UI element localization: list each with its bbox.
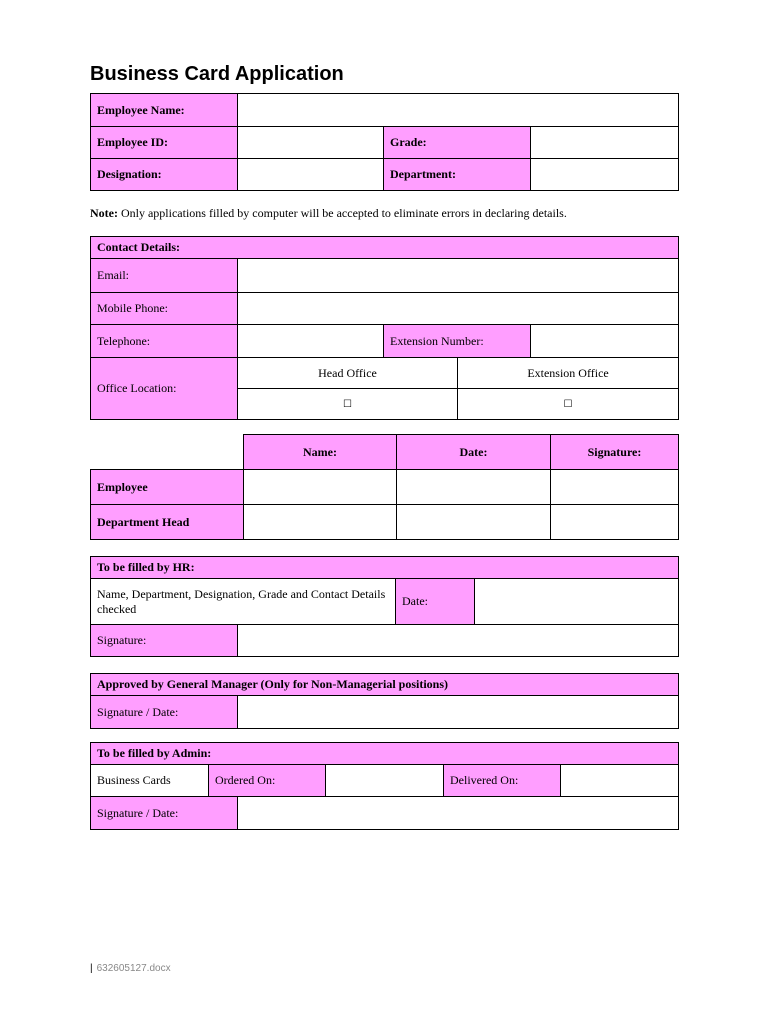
employee-name-label: Employee Name: (91, 94, 238, 127)
email-label: Email: (91, 259, 238, 293)
delivered-on-label: Delivered On: (444, 765, 561, 797)
department-label: Department: (384, 159, 531, 191)
page-title: Business Card Application (90, 63, 344, 85)
telephone-label: Telephone: (91, 325, 238, 358)
gm-header: Approved by General Manager (Only for Non-Managerial positions) (91, 674, 679, 696)
ordered-on-label: Ordered On: (209, 765, 326, 797)
admin-signature-label: Signature / Date: (91, 797, 238, 830)
designation-label: Designation: (91, 159, 238, 191)
note-text: Only applications filled by computer will be accepted to eliminate errors in declaring details. (117, 206, 567, 220)
hr-signature-field[interactable] (238, 625, 679, 657)
employee-id-label: Employee ID: (91, 127, 238, 159)
hr-table (90, 556, 679, 657)
department-field[interactable] (531, 159, 679, 191)
gm-signature-field[interactable] (238, 696, 679, 729)
designation-field[interactable] (238, 159, 384, 191)
hr-date-label: Date: (396, 579, 475, 625)
signature-table (90, 434, 679, 540)
office-location-label: Office Location: (91, 358, 238, 420)
hr-date-field[interactable] (475, 579, 679, 625)
contact-details-header: Contact Details: (91, 237, 679, 259)
employee-name-sign-field[interactable] (244, 470, 397, 505)
signature-table-corner (91, 435, 244, 470)
dept-head-name-field[interactable] (244, 505, 397, 540)
employee-row-label: Employee (91, 470, 244, 505)
business-cards-label: Business Cards (91, 765, 209, 797)
dept-head-date-field[interactable] (397, 505, 551, 540)
admin-table (90, 742, 679, 830)
ordered-on-field[interactable] (326, 765, 444, 797)
employee-name-field[interactable] (238, 94, 679, 127)
head-office-checkbox[interactable]: ☐ (343, 399, 352, 410)
extension-number-field[interactable] (531, 325, 679, 358)
footer (90, 963, 171, 974)
extension-office-checkbox[interactable]: ☐ (563, 399, 573, 410)
note (90, 205, 567, 221)
mobile-phone-label: Mobile Phone: (91, 293, 238, 325)
col-date-header: Date: (397, 435, 551, 470)
contact-details-table (90, 236, 679, 420)
footer-filename: 632605127.docx (96, 963, 171, 974)
admin-header: To be filled by Admin: (91, 743, 679, 765)
note-label: Note: (90, 206, 118, 220)
admin-signature-field[interactable] (238, 797, 679, 830)
telephone-field[interactable] (238, 325, 384, 358)
col-signature-header: Signature: (551, 435, 679, 470)
head-office-checkbox-cell (238, 389, 458, 420)
extension-number-label: Extension Number: (384, 325, 531, 358)
hr-signature-label: Signature: (91, 625, 238, 657)
employee-info-table (90, 93, 679, 191)
grade-label: Grade: (384, 127, 531, 159)
dept-head-signature-field[interactable] (551, 505, 679, 540)
department-head-row-label: Department Head (91, 505, 244, 540)
delivered-on-field[interactable] (561, 765, 679, 797)
gm-signature-label: Signature / Date: (91, 696, 238, 729)
extension-office-label: Extension Office (458, 358, 679, 389)
col-name-header: Name: (244, 435, 397, 470)
extension-office-checkbox-cell (458, 389, 679, 420)
email-field[interactable] (238, 259, 679, 293)
gm-table (90, 673, 679, 729)
grade-field[interactable] (531, 127, 679, 159)
footer-divider: | (90, 963, 93, 974)
hr-header: To be filled by HR: (91, 557, 679, 579)
head-office-label: Head Office (238, 358, 458, 389)
employee-date-field[interactable] (397, 470, 551, 505)
hr-checked-text: Name, Department, Designation, Grade and Contact Details checked (91, 579, 396, 625)
employee-signature-field[interactable] (551, 470, 679, 505)
mobile-phone-field[interactable] (238, 293, 679, 325)
employee-id-field[interactable] (238, 127, 384, 159)
